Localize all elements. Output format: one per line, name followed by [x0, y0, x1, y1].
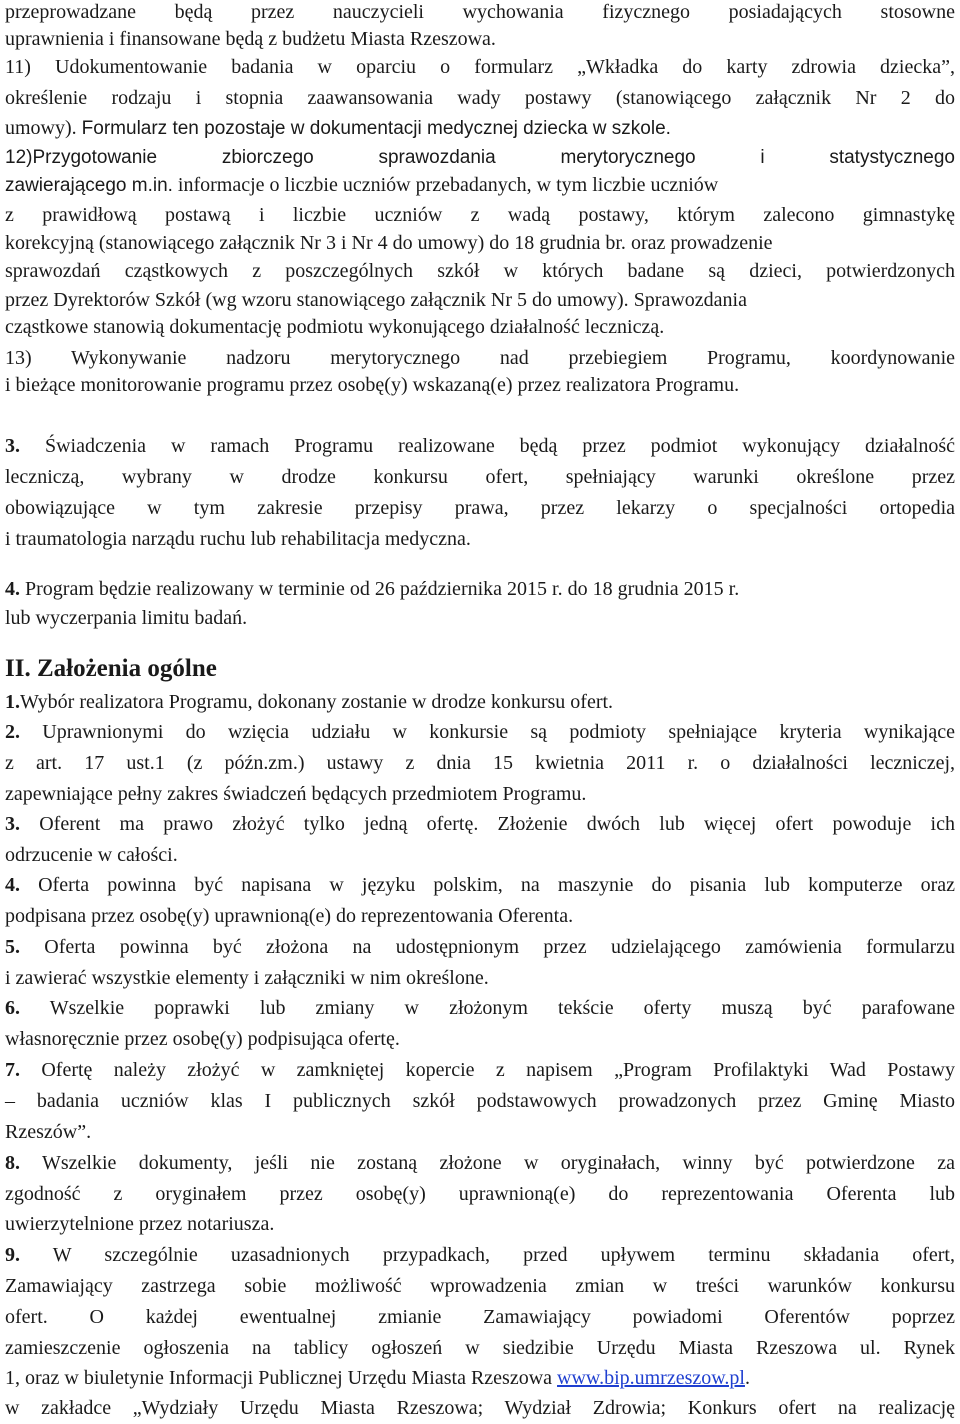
item-number: 2. — [5, 721, 20, 743]
item-number: 7. — [5, 1059, 20, 1081]
list-item-8-line: uwierzytelnione przez notariusza. — [5, 1213, 275, 1235]
list-item-4-line: podpisana przez osobę(y) uprawnioną(e) do reprezentowania Oferenta. — [5, 905, 574, 927]
list-item-9-line: w zakładce „Wydziały Urzędu Miasta Rzeszowa; Wydział Zdrowia; Konkurs ofert na realizację — [5, 1397, 955, 1419]
item-number: 5. — [5, 936, 20, 958]
text-line: z prawidłową postawą i liczbie uczniów z wadą postawy, którym zalecono gimnastykę — [5, 204, 955, 226]
item-text: Oferta powinna być napisana w języku polskim, na maszynie do pisania lub komputerze oraz — [20, 874, 955, 896]
list-item-9-line: ofert. O każdej ewentualnej zmianie Zamawiający powiadomi Oferentów poprzez — [5, 1306, 955, 1328]
section-number: 4. — [5, 578, 20, 600]
text-fragment: informacje o liczbie uczniów przebadanych, w tym liczbie uczniów — [177, 174, 719, 196]
item-text: Oferta powinna być złożona na udostępnionym przez udzielającego zamówienia formularzu — [20, 936, 955, 958]
list-item-8 — [5, 1151, 955, 1175]
item-number: 8. — [5, 1152, 20, 1174]
text-line: przeprowadzane będą przez nauczycieli wychowania fizycznego posiadających stosowne — [5, 1, 955, 23]
text-line — [5, 116, 955, 141]
list-item-2 — [5, 720, 955, 744]
section-3-line — [5, 434, 955, 458]
text-fragment: umowy). — [5, 117, 77, 139]
list-item-5-line: i zawierać wszystkie elementy i załączniki w nim określone. — [5, 967, 489, 989]
text-line — [5, 288, 955, 312]
list-item-3-line: odrzucenie w całości. — [5, 844, 178, 866]
item-text: Wszelkie poprawki lub zmiany w złożonym tekście oferty muszą być parafowane — [20, 997, 955, 1019]
item-number: 6. — [5, 997, 20, 1019]
list-item-5 — [5, 935, 955, 959]
list-item-7 — [5, 1058, 955, 1082]
section-4-line: lub wyczerpania limitu badań. — [5, 607, 248, 629]
text-fragment: przez Dyrektorów Szkół (wg wzoru stanowiącego załącznik Nr 5 do umowy). — [5, 289, 629, 311]
section-number: 3. — [5, 435, 20, 457]
text-line: sprawozdań cząstkowych z poszczególnych szkół w których badane są dzieci, potwierdzonych — [5, 260, 955, 282]
item-text: W szczególnie uzasadnionych przypadkach, przed upływem terminu składania ofert, — [20, 1244, 955, 1266]
text-line — [5, 231, 955, 255]
text-line: określenie rodzaju i stopnia zaawansowania wady postawy (stanowiącego załącznik Nr 2 do — [5, 87, 955, 109]
text-fragment: Świadczenia w ramach Programu realizowane będą przez podmiot wykonujący działalność — [20, 435, 955, 457]
list-item-9 — [5, 1243, 955, 1267]
text-fragment: . — [744, 1367, 750, 1389]
item-text: Ofertę należy złożyć w zamkniętej kopercie z napisem „Program Profilaktyki Wad Postawy — [20, 1059, 955, 1081]
section-4-line — [5, 577, 955, 601]
text-line: 13) Wykonywanie nadzoru merytorycznego nad przebiegiem Programu, koordynowanie — [5, 347, 955, 369]
text-fragment: oraz prowadzenie — [630, 232, 773, 254]
item-number: 3. — [5, 813, 20, 835]
bip-link[interactable]: www.bip.umrzeszow.pl — [557, 1367, 745, 1389]
section-3-line: leczniczą, wybrany w drodze konkursu ofert, spełniający warunki określone przez — [5, 466, 955, 488]
list-item-6-line: własnoręcznie przez osobę(y) podpisująca ofertę. — [5, 1028, 400, 1050]
list-item-4 — [5, 873, 955, 897]
list-item-1 — [5, 690, 955, 714]
list-item-3 — [5, 812, 955, 836]
text-fragment: Program będzie realizowany w terminie od 26 października 2015 r. do 18 grudnia 2015 r. — [20, 578, 740, 600]
item-text: Wszelkie dokumenty, jeśli nie zostaną złożone w oryginałach, winny być potwierdzone za — [20, 1152, 955, 1174]
list-item-9-line: zamieszczenie ogłoszenia na tablicy ogłoszeń w siedzibie Urzędu Miasta Rzeszowa ul. Rynek — [5, 1337, 955, 1359]
text-line: 12)Przygotowanie zbiorczego sprawozdania merytorycznego i statystycznego — [5, 147, 955, 168]
section-3-line: i traumatologia narządu ruchu lub rehabilitacja medyczna. — [5, 528, 471, 550]
text-fragment: Sprawozdania — [633, 289, 747, 311]
item-number: 4. — [5, 874, 20, 896]
list-item-9-line: Zamawiający zastrzega sobie możliwość wprowadzenia zmian w treści warunków konkursu — [5, 1275, 955, 1297]
section-heading: II. Założenia ogólne — [5, 655, 217, 682]
item-number: 9. — [5, 1244, 20, 1266]
list-item-6 — [5, 996, 955, 1020]
text-line: 11) Udokumentowanie badania w oparciu o formularz „Wkładka do karty zdrowia dziecka”, — [5, 56, 955, 78]
list-item-7-line: Rzeszów”. — [5, 1121, 92, 1143]
text-fragment: zawierającego m.in. — [5, 175, 173, 196]
item-text: Wybór realizatora Programu, dokonany zostanie w drodze konkursu ofert. — [20, 691, 614, 713]
section-3-line: obowiązujące w tym zakresie przepisy prawa, przez lekarzy o specjalności ortopedia — [5, 497, 955, 519]
list-item-2-line: z art. 17 ust.1 (z późn.zm.) ustawy z dnia 15 kwietnia 2011 r. o działalności leczniczej, — [5, 752, 955, 774]
item-number: 1. — [5, 691, 20, 713]
text-fragment: Formularz ten pozostaje w dokumentacji medycznej dziecka w szkole. — [81, 118, 671, 139]
text-fragment: korekcyjną (stanowiącego załącznik Nr 3 i Nr 4 do umowy) do 18 grudnia br. — [5, 232, 626, 254]
item-text: Uprawnionymi do wzięcia udziału w konkursie są podmioty spełniające kryteria wynikające — [20, 721, 955, 743]
item-text: 1, oraz w biuletynie Informacji Publicznej Urzędu Miasta Rzeszowa — [5, 1367, 558, 1389]
text-line — [5, 173, 955, 198]
list-item-9-line — [5, 1366, 955, 1390]
list-item-7-line: – badania uczniów klas I publicznych szkół podstawowych prowadzonych przez Gminę Miasto — [5, 1090, 955, 1112]
text-line: cząstkowe stanowią dokumentację podmiotu wykonującego działalność leczniczą. — [5, 316, 665, 338]
item-text: Oferent ma prawo złożyć tylko jedną ofertę. Złożenie dwóch lub więcej ofert powoduje ich — [20, 813, 955, 835]
list-item-8-line: zgodność z oryginałem przez osobę(y) uprawnioną(e) do reprezentowania Oferenta lub — [5, 1183, 955, 1205]
text-line: uprawnienia i finansowane będą z budżetu Miasta Rzeszowa. — [5, 28, 496, 50]
list-item-2-line: zapewniające pełny zakres świadczeń będących przedmiotem Programu. — [5, 783, 587, 805]
text-line: i bieżące monitorowanie programu przez osobę(y) wskazaną(e) przez realizatora Programu. — [5, 374, 740, 396]
